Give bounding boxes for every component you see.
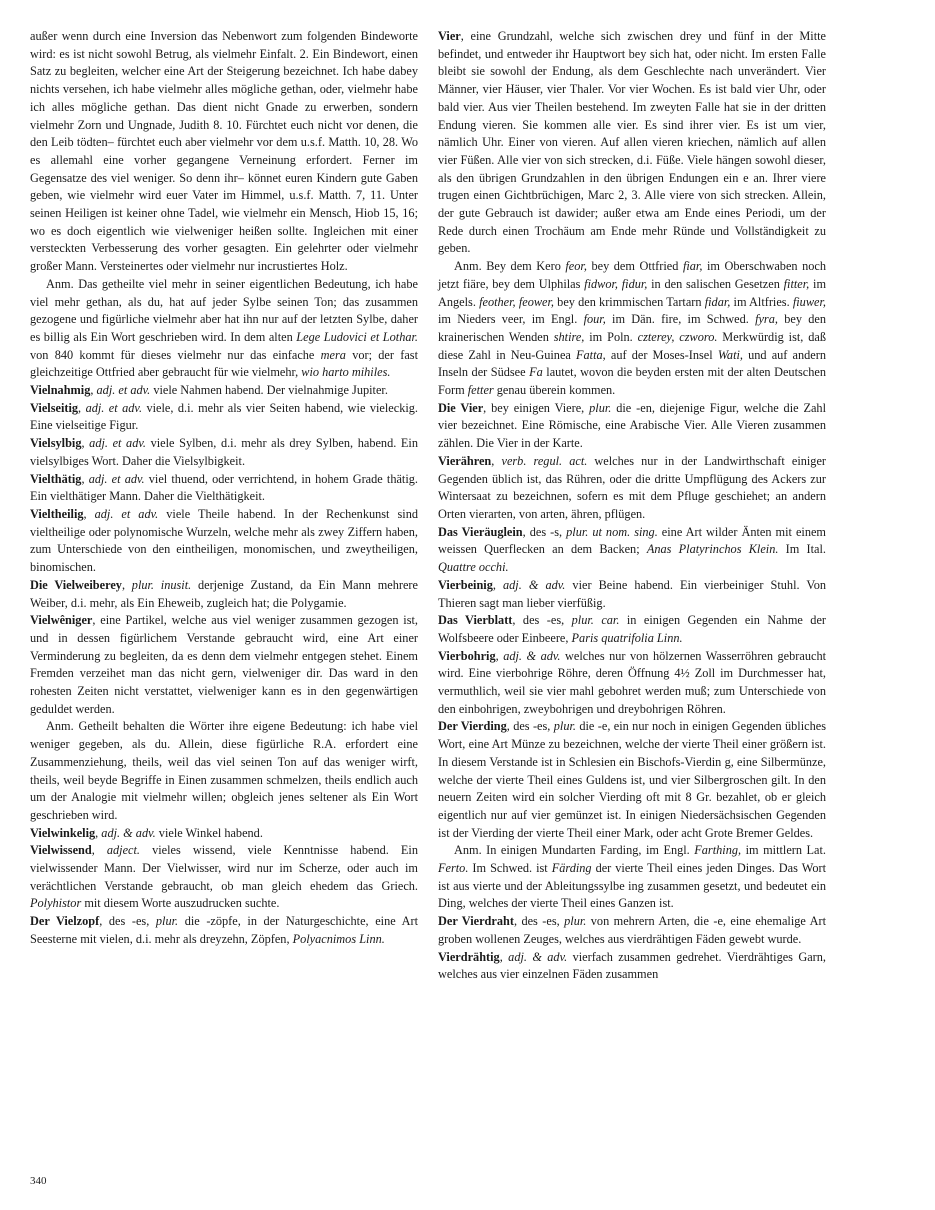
entry-text: , eine Grundzahl, welche sich zwischen drey und fünf in der Mitte befindet, und entweder ihr Hauptwort bey sich hat, oder nicht. Im ersten Falle bleibt sie sowohl der Endung, als dem Geschlechte nach unverändert. Vier Männer, vier Häuser, vier Thaler. Vor vier Wochen. Es ist bald vier Uhr, oder bald vier. Aus vier Theilen bestehend. Im zweyten Falle hat sie in der dritten Endung vieren. Sie kommen alle vier. Es sind ihrer vier. Es ist um vier, nämlich Uhr. Einer von vieren. Auf allen vieren kriechen, nämlich auf allen vier Füßen. Alle vier von sich strecken, d.i. Füße. Viele hängen sowohl dieser, als den übrigen Grundzahlen in den übrigen Endungen ein e an. Ihrer viere trugen einen Gichtbrüchigen, Marc 2, 3. Alle viere von sich strecken. Allein, der gute Gebrauch ist dawider; außer etwa am Ende eines Periodi, um der Rede durch einen Trochäum am Ende mehr Ründe und Vollständigkeit zu geben.: [438, 29, 826, 256]
italic-text: adj. & adv.: [101, 825, 156, 840]
italic-text: fidar,: [704, 294, 731, 309]
headword: Vielwêniger: [30, 613, 93, 628]
entry-text: , des -es,: [99, 914, 156, 929]
entry-text: im Dän. fire, im Schwed.: [605, 312, 756, 327]
headword: Vielsylbig: [30, 436, 82, 451]
entry-text: von 840 kommt für dieses vielmehr nur das einfache: [30, 347, 321, 362]
italic-text: feor,: [565, 259, 587, 274]
italic-text: mera: [320, 347, 346, 362]
italic-text: Fatta,: [576, 347, 606, 362]
italic-text: plur. inusit.: [131, 577, 192, 592]
dictionary-entry: [30, 577, 418, 612]
entry-text: ,: [81, 471, 89, 486]
italic-text: Farthing,: [694, 843, 742, 858]
italic-text: adj. et adv.: [89, 436, 146, 451]
headword: Der Vielzopf: [30, 914, 100, 929]
headword: Vielseitig: [30, 400, 79, 415]
italic-text: fiar,: [682, 259, 703, 274]
entry-text: bey dem Ottfried: [586, 259, 683, 274]
entry-text: in einigen Gegenden ein Nahme der Wolfsbeere oder Einbeere,: [438, 613, 826, 645]
entry-text: derjenige Zustand, da Ein Mann mehrere Weiber, d.i. mehr, als Ein Eheweib, zugleich hat; die Polygamie.: [30, 577, 418, 610]
entry-text: , bey einigen Viere,: [483, 400, 590, 415]
dictionary-entry: [438, 577, 826, 612]
entry-text: Im Ital.: [778, 542, 826, 557]
italic-text: plur.: [155, 914, 179, 929]
italic-text: fyra,: [755, 312, 778, 327]
dictionary-entry: [438, 718, 826, 842]
entry-text: , des -es,: [513, 914, 565, 929]
entry-text: viele Theile habend. In der Rechenkunst sind vieltheilige oder polynomische Wurzeln, welche mehr als zwey Ziffern haben, zum Unterschiede von den eintheiligen, monomischen, und zweytheiligen, binomischen.: [30, 506, 418, 575]
dictionary-entry: [30, 400, 418, 435]
entry-text: bey den krimmischen Tartarn: [554, 294, 705, 309]
entry-text: ,: [90, 383, 97, 398]
headword: Die Vielweiberey: [30, 577, 122, 592]
entry-text: in den salischen Gesetzen: [647, 276, 784, 291]
dictionary-entry: [438, 648, 826, 719]
entry-text: im Nieders veer, im Engl.: [438, 312, 584, 327]
entry-text: bey den krainerischen Wenden: [438, 312, 826, 344]
entry-text: ,: [83, 506, 95, 521]
entry-text: von mehrern Arten, die -e, eine ehemalige Art groben wollenen Zeuges, welches aus vierdrähtigen Fäden gewebt wurde.: [438, 914, 827, 946]
entry-text: auf der Moses-Insel: [605, 347, 718, 362]
entry-text: , des -es,: [512, 613, 572, 628]
dictionary-entry: [438, 28, 826, 258]
entry-text: Anm. Das getheilte viel mehr in seiner eigentlichen Bedeutung, ich habe viel mehr gethan, als du, hat auf jeder Sylbe seinen Ton; das zusammen gezogene und figürliche vielmehr aber hat ihn nur auf der letzten Sylbe, daher es billig als Ein Wort geschrieben wird. In dem alten: [30, 276, 418, 344]
dictionary-entry: [438, 400, 826, 453]
italic-text: shtire,: [553, 329, 585, 344]
italic-text: Lege Ludovici et Lothar.: [296, 329, 418, 344]
entry-text: im Oberschwaben noch jetzt fiäre, bey dem Ulphilas: [438, 259, 826, 291]
headword: Vier: [438, 29, 461, 43]
entry-text: genau überein kommen.: [493, 383, 616, 398]
entry-text: ,: [78, 400, 86, 415]
entry-text: vieles wissend, viele Kenntnisse habend. Ein vielwissender Mann. Der Vielwisser, wird nur im Scherze, oder auch im verächtlichen Verstande gebraucht, ob man gleich ehedem das Griech.: [30, 843, 419, 893]
italic-text: adj. et adv.: [88, 471, 145, 486]
right-column: [438, 28, 826, 984]
italic-text: Polyhistor: [30, 896, 82, 911]
entry-text: viel thuend, oder verrichtend, in hohem Grade thätig. Ein vielthätiger Mann. Daher die Vielthätigkeit.: [30, 471, 418, 504]
italic-text: Wati,: [717, 347, 743, 362]
italic-text: fitter,: [783, 276, 810, 291]
headword: Der Vierding: [438, 719, 507, 734]
italic-text: Polyacnimos Linn.: [292, 931, 385, 946]
entry-text: die -e, ein nur noch in einigen Gegenden übliches Wort, eine Art Münze zu bezeichnen, welche der vierte Theil einer größern ist. In diesem Verstande ist in Schlesien ein Bischofs-Vierdin g, eine Silbermünze, welche der vierte Theil eines Guldens ist, und vier Silbergroschen gilt. In den neuern Zeiten wird ein solcher Vierding oft mit 8 Gr. bezahlet, ob er gleich eigentlich nur auf vier gemünzet ist. In einigen Niedersächsischen Gegenden ist der Vierding der vierte Theil einer Mark, oder acht Grote Bremer Geldes.: [438, 719, 826, 840]
italic-text: fetter: [467, 383, 494, 398]
dictionary-entry: [30, 382, 418, 400]
italic-text: fidwor, fidur,: [584, 276, 648, 291]
dictionary-entry: [30, 471, 418, 506]
italic-text: four,: [583, 312, 606, 327]
entry-text: viele Nahmen habend. Der vielnahmige Jupiter.: [150, 383, 388, 398]
headword: Vieltheilig: [30, 506, 84, 521]
italic-text: Fa: [529, 365, 543, 380]
entry-text: außer wenn durch eine Inversion das Nebenwort zum folgenden Bindeworte wird: es ist nicht sowohl Betrug, als vielmehr Einfalt. 2. Ein Bindewort, einen Satz zu begleiten, welcher eine Art der Steigerung bezeichnet. Ich habe dabey nichts versehen, ich habe vielmehr alles mögliche gethan, oder, vielmehr habe ich alles mögliche gethan. Das dient nicht Gnade zu erwerben, sondern vielmehr Zorn und Ungnade, Judith 8. 10. Fürchtet euch nicht vor denen, die den Leib tödten– fürchtet euch aber vielmehr vor dem u.s.f. Matth. 10, 28. Wo es allemahl eine vorher gegangene Verneinung erfordert. Ferner im Gegensatze des viel weniger. So denn ihr– könnet euren Kindern gute Gaben geben, wie vielmehr wird euer Vater im Himmel, u.s.f. Matth. 7, 11. Unter seinen Heiligen ist keiner ohne Tadel, wie vielmehr ein Mensch, Hiob 15, 16; wo es doch eigentlich wie vielweniger heißen sollte. Ingleichen mit einer versteckten Verbesserung des vorher gesagten. Ein gelehrter oder vielmehr großer Mann. Versteinertes oder vielmehr nur incrustiertes Holz.: [30, 29, 418, 274]
italic-text: adj. et adv.: [85, 400, 143, 415]
entry-text: , eine Partikel, welche aus viel weniger zusammen gezogen ist, und in dessen figürlichem Verstande gebraucht wird, eine Art einer Verminderung zu begleiten, da es denn dem vielmehr entgegen stehet. Einem Fremden verzeihet man das nicht gern, vielweniger dir. Das ward in den rohesten Zeiten nicht verstattet, vielweniger kann es in den gegenwärtigen geduldet werden.: [30, 613, 418, 716]
italic-text: adject.: [106, 843, 140, 858]
entry-text: Anm. Bey dem Kero: [454, 259, 566, 274]
dictionary-entry: [438, 842, 826, 913]
italic-text: czterey, czworo.: [637, 329, 718, 344]
entry-text: welches nur von hölzernen Wasserröhren gebraucht wird. Eine vierbohrige Röhre, deren Öffnung 4½ Zoll im Durchmesser hat, vermuthlich, weil sie vier mahl gebohret werden muß; zum Unterschiede von den einbohrigen, zweybohrigen und dreybohrigen Röhren.: [438, 648, 827, 716]
entry-text: ,: [81, 436, 90, 451]
entry-text: Anm. Getheilt behalten die Wörter ihre eigene Bedeutung: ich habe viel weniger gegeben, als du. Allein, diese figürliche R.A. erfordert eine Zusammenziehung, theils, weil das viel seinen Ton auf das weniger wirft, theils, weil beyde Begriffe in Einen zusammen schmelzen, theils endlich auch um der Analogie mit vielmehr willen; obgleich jenes seltener als Ein Wort geschrieben wird.: [30, 719, 418, 822]
headword: Vielnahmig: [30, 383, 91, 398]
italic-text: Anas Platyrinchos Klein.: [646, 542, 779, 557]
italic-text: feother, feower,: [479, 294, 554, 309]
entry-text: , des -s,: [522, 524, 567, 539]
italic-text: verb. regul. act.: [501, 453, 588, 468]
entry-text: die -en, diejenige Figur, welche die Zahl vier bezeichnet. Eine Römische, eine Arabische Vier. Alle Vieren zusammen zählen. Die Vier in der Karte.: [438, 400, 826, 451]
italic-text: adj. & adv.: [503, 648, 561, 663]
page-number: 340: [30, 1175, 47, 1187]
italic-text: plur.: [564, 914, 587, 929]
entry-text: im Angels.: [438, 276, 827, 309]
entry-text: vor; der fast gleichzeitige Ottfried aber gebraucht für wie vielmehr,: [30, 347, 418, 380]
dictionary-entry: [30, 506, 418, 577]
dictionary-entry: [30, 276, 418, 382]
dictionary-entry: [438, 524, 826, 577]
headword: Das Vieräuglein: [438, 524, 523, 539]
headword: Der Vierdraht: [438, 914, 514, 929]
dictionary-entry: [438, 949, 826, 984]
entry-text: im Poln.: [584, 329, 638, 344]
dictionary-entry: [30, 28, 418, 276]
dictionary-entry: [438, 612, 826, 647]
italic-text: adj. et adv.: [94, 506, 159, 521]
entry-text: im mittlern Lat.: [741, 843, 826, 858]
headword: Vierbeinig: [438, 577, 493, 592]
entry-text: ,: [121, 577, 132, 592]
entry-text: Anm. In einigen Mundarten Farding, im Engl.: [454, 843, 695, 858]
italic-text: plur. ut nom. sing.: [566, 524, 658, 539]
italic-text: plur.: [589, 400, 612, 415]
dictionary-entry: [438, 453, 826, 524]
entry-text: Merkwürdig ist, daß diese Zahl in Neu-Guinea: [438, 329, 826, 362]
entry-text: ,: [495, 648, 504, 663]
entry-text: ,: [499, 949, 509, 964]
entry-text: lautet, wovon die beyden ersten mit der alten Deutschen Form: [438, 365, 826, 398]
entry-text: ,: [91, 843, 107, 858]
italic-text: Quattre occhi.: [438, 560, 509, 575]
headword: Vierbohrig: [438, 648, 496, 663]
italic-text: adj. & adv.: [503, 577, 566, 592]
headword: Vielwinkelig: [30, 825, 96, 840]
italic-text: plur. car.: [571, 613, 620, 628]
headword: Vielwissend: [30, 843, 92, 858]
headword: Die Vier: [438, 400, 484, 415]
entry-text: viele, d.i. mehr als vier Seiten habend, wie vieleckig. Eine vielseitige Figur.: [30, 400, 418, 433]
dictionary-entry: [30, 718, 418, 824]
entry-text: welches nur in der Landwirthschaft einiger Gegenden üblich ist, das Rühren, oder die dritte Umpflügung des Ackers zur Wintersaat zu bezeichnen, sofern es mit dem Pfluge geschiehet; an andern Orten vierarten, von arten, ähren, pflügen.: [438, 453, 826, 521]
headword: Vierähren: [438, 453, 492, 468]
dictionary-entry: [30, 825, 418, 843]
left-column: [30, 28, 418, 949]
entry-text: und auf andern Inseln der Südsee: [438, 347, 827, 380]
italic-text: adj. & adv.: [508, 949, 568, 964]
entry-text: vierfach zusammen gedrehet. Vierdrähtiges Garn, welches aus vier einzelnen Fäden zusammen: [438, 949, 826, 982]
dictionary-entry: [438, 913, 826, 948]
italic-text: Paris quatrifolia Linn.: [571, 630, 683, 645]
entry-text: , des -es,: [506, 719, 554, 734]
italic-text: plur.: [553, 719, 576, 734]
entry-text: vier Beine habend. Ein vierbeiniger Stuhl. Von Thieren sagt man lieber vierfüßig.: [438, 577, 826, 610]
headword: Vielthätig: [30, 471, 82, 486]
dictionary-entry: [438, 258, 826, 400]
entry-text: viele Winkel habend.: [155, 825, 263, 840]
dictionary-entry: [30, 435, 418, 470]
dictionary-entry: [30, 842, 418, 913]
italic-text: Ferto.: [438, 861, 469, 876]
entry-text: viele Sylben, d.i. mehr als drey Sylben, habend. Ein vielsylbiges Wort. Daher die Vielsylbigkeit.: [30, 436, 418, 468]
entry-text: mit diesem Worte auszudrucken suchte.: [81, 896, 280, 911]
italic-text: wio harto mihiles.: [301, 365, 391, 380]
italic-text: fiuwer,: [792, 294, 826, 309]
entry-text: die -zöpfe, in der Naturgeschichte, eine Art Seesterne mit vielen, d.i. mehr als dreyzehn, Zöpfen,: [30, 914, 418, 946]
entry-text: der vierte Theil eines jeden Dinges. Das Wort ist aus vierte und der Ableitungssylbe ing zusammen gesetzt, und bedeutet ein Ding, welches der vierte Theil eines Ganzen ist.: [438, 861, 826, 911]
entry-text: Im Schwed. ist: [468, 861, 552, 876]
entry-text: ,: [95, 825, 102, 840]
dictionary-entry: [30, 612, 418, 718]
headword: Vierdrähtig: [438, 949, 500, 964]
dictionary-entry: [30, 913, 418, 948]
entry-text: ,: [492, 577, 503, 592]
entry-text: eine Art wilder Änten mit einem weissen Querflecken an dem Backen;: [438, 524, 826, 557]
italic-text: Färding: [551, 861, 592, 876]
headword: Das Vierblatt: [438, 613, 513, 628]
entry-text: ,: [491, 453, 502, 468]
italic-text: adj. et adv.: [96, 383, 151, 398]
entry-text: im Altfries.: [730, 294, 793, 309]
